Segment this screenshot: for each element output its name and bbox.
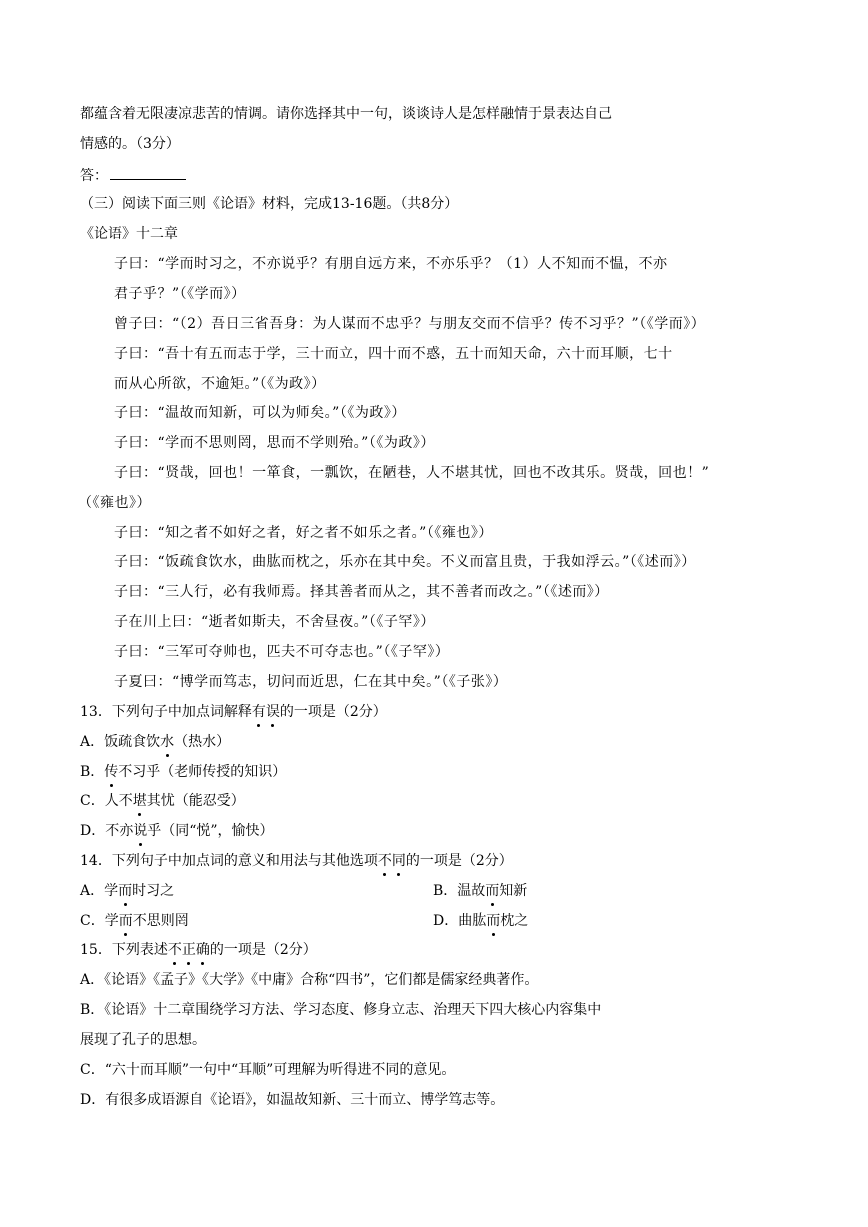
answer-label: 答：: [80, 168, 108, 184]
passage-line: 子曰：“贤哉，回也！一箪食，一瓢饮，在陋巷，人不堪其忧，回也不改其乐。贤哉，回也！”: [114, 465, 710, 481]
passage-line: 子曰：“三人行，必有我师焉。择其善者而从之，其不善者而改之。”（《述而》）: [114, 584, 609, 600]
passage-line: 子曰：“饭疏食饮水，曲肱而枕之，乐亦在其中矣。不义而富且贵，于我如浮云。”（《述而》）: [114, 554, 696, 570]
section3-heading: （三）阅读下面三则《论语》材料，完成13-16题。（共8分）: [80, 196, 459, 212]
q13-stem: 13．下列句子中加点词解释有误的一项是（2分）: [80, 704, 387, 720]
q15-option-a[interactable]: A．《论语》《孟子》《大学》《中庸》合称“四书”，它们都是儒家经典著作。: [80, 972, 539, 988]
answer-line: [80, 165, 186, 186]
q13-option-c[interactable]: C．人不堪其忧（能忍受）: [80, 793, 245, 809]
q15-option-b[interactable]: B．《论语》十二章围绕学习方法、学习态度、修身立志、治理天下四大核心内容集中: [80, 1002, 602, 1018]
passage-line: 子曰：“学而不思则罔，思而不学则殆。”（《为政》）: [114, 435, 435, 451]
passage-line: 而从心所欲，不逾矩。”（《为政》）: [114, 376, 326, 392]
q15-option-c[interactable]: C．“六十而耳顺”一句中“耳顺”可理解为听得进不同的意见。: [80, 1062, 456, 1078]
passage-line: 君子乎？”（《学而》）: [114, 286, 246, 302]
passage-line: 子曰：“温故而知新，可以为师矣。”（《为政》）: [114, 405, 406, 421]
passage-line: 子曰：“知之者不如好之者，好之者不如乐之者。”（《雍也》）: [114, 525, 493, 541]
q14-option-d[interactable]: D．曲肱而枕之: [433, 913, 529, 929]
answer-blank[interactable]: [110, 165, 186, 180]
passage-line: 子在川上曰：“逝者如斯夫，不舍昼夜。”（《子罕》）: [114, 614, 435, 630]
q13-option-b[interactable]: B．传不习乎（老师传授的知识）: [80, 764, 287, 780]
passage-line: 子曰：“学而时习之，不亦说乎？有朋自远方来，不亦乐乎？（1）人不知而不愠，不亦: [114, 256, 668, 272]
intro-line-1: 都蕴含着无限凄凉悲苦的情调。请你选择其中一句，谈谈诗人是怎样融情于景表达自己: [80, 106, 612, 122]
q15-option-d[interactable]: D．有很多成语源自《论语》，如温故知新、三十而立、博学笃志等。: [80, 1092, 505, 1108]
intro-line-2: 情感的。（3分）: [80, 136, 180, 152]
q14-stem: 14．下列句子中加点词的意义和用法与其他选项不同的一项是（2分）: [80, 853, 513, 869]
passage-line: 子曰：“三军可夺帅也，匹夫不可夺志也。”（《子罕》）: [114, 644, 450, 660]
passage-line: （《雍也》）: [78, 495, 151, 511]
q14-option-c[interactable]: C．学而不思则罔: [80, 913, 189, 929]
passage-line: 子曰：“吾十有五而志于学，三十而立，四十而不惑，五十而知天命，六十而耳顺，七十: [114, 346, 673, 362]
passage-line: 曾子曰：“（2）吾日三省吾身：为人谋而不忠乎？与朋友交而不信乎？传不习乎？”（《学而》）: [114, 316, 706, 332]
q14-option-b[interactable]: B．温故而知新: [433, 883, 528, 899]
lunyu-title: 《论语》十二章: [80, 226, 178, 242]
q15-stem: 15．下列表述不正确的一项是（2分）: [80, 942, 317, 958]
q15-option-b-cont: 展现了孔子的思想。: [80, 1032, 206, 1048]
passage-line: 子夏曰：“博学而笃志，切问而近思，仁在其中矣。”（《子张》）: [114, 674, 508, 690]
q13-option-a[interactable]: A．饭疏食饮水（热水）: [80, 734, 231, 750]
q13-option-d[interactable]: D．不亦说乎（同“悦”，愉快）: [80, 823, 274, 839]
q14-option-a[interactable]: A．学而时习之: [80, 883, 175, 899]
